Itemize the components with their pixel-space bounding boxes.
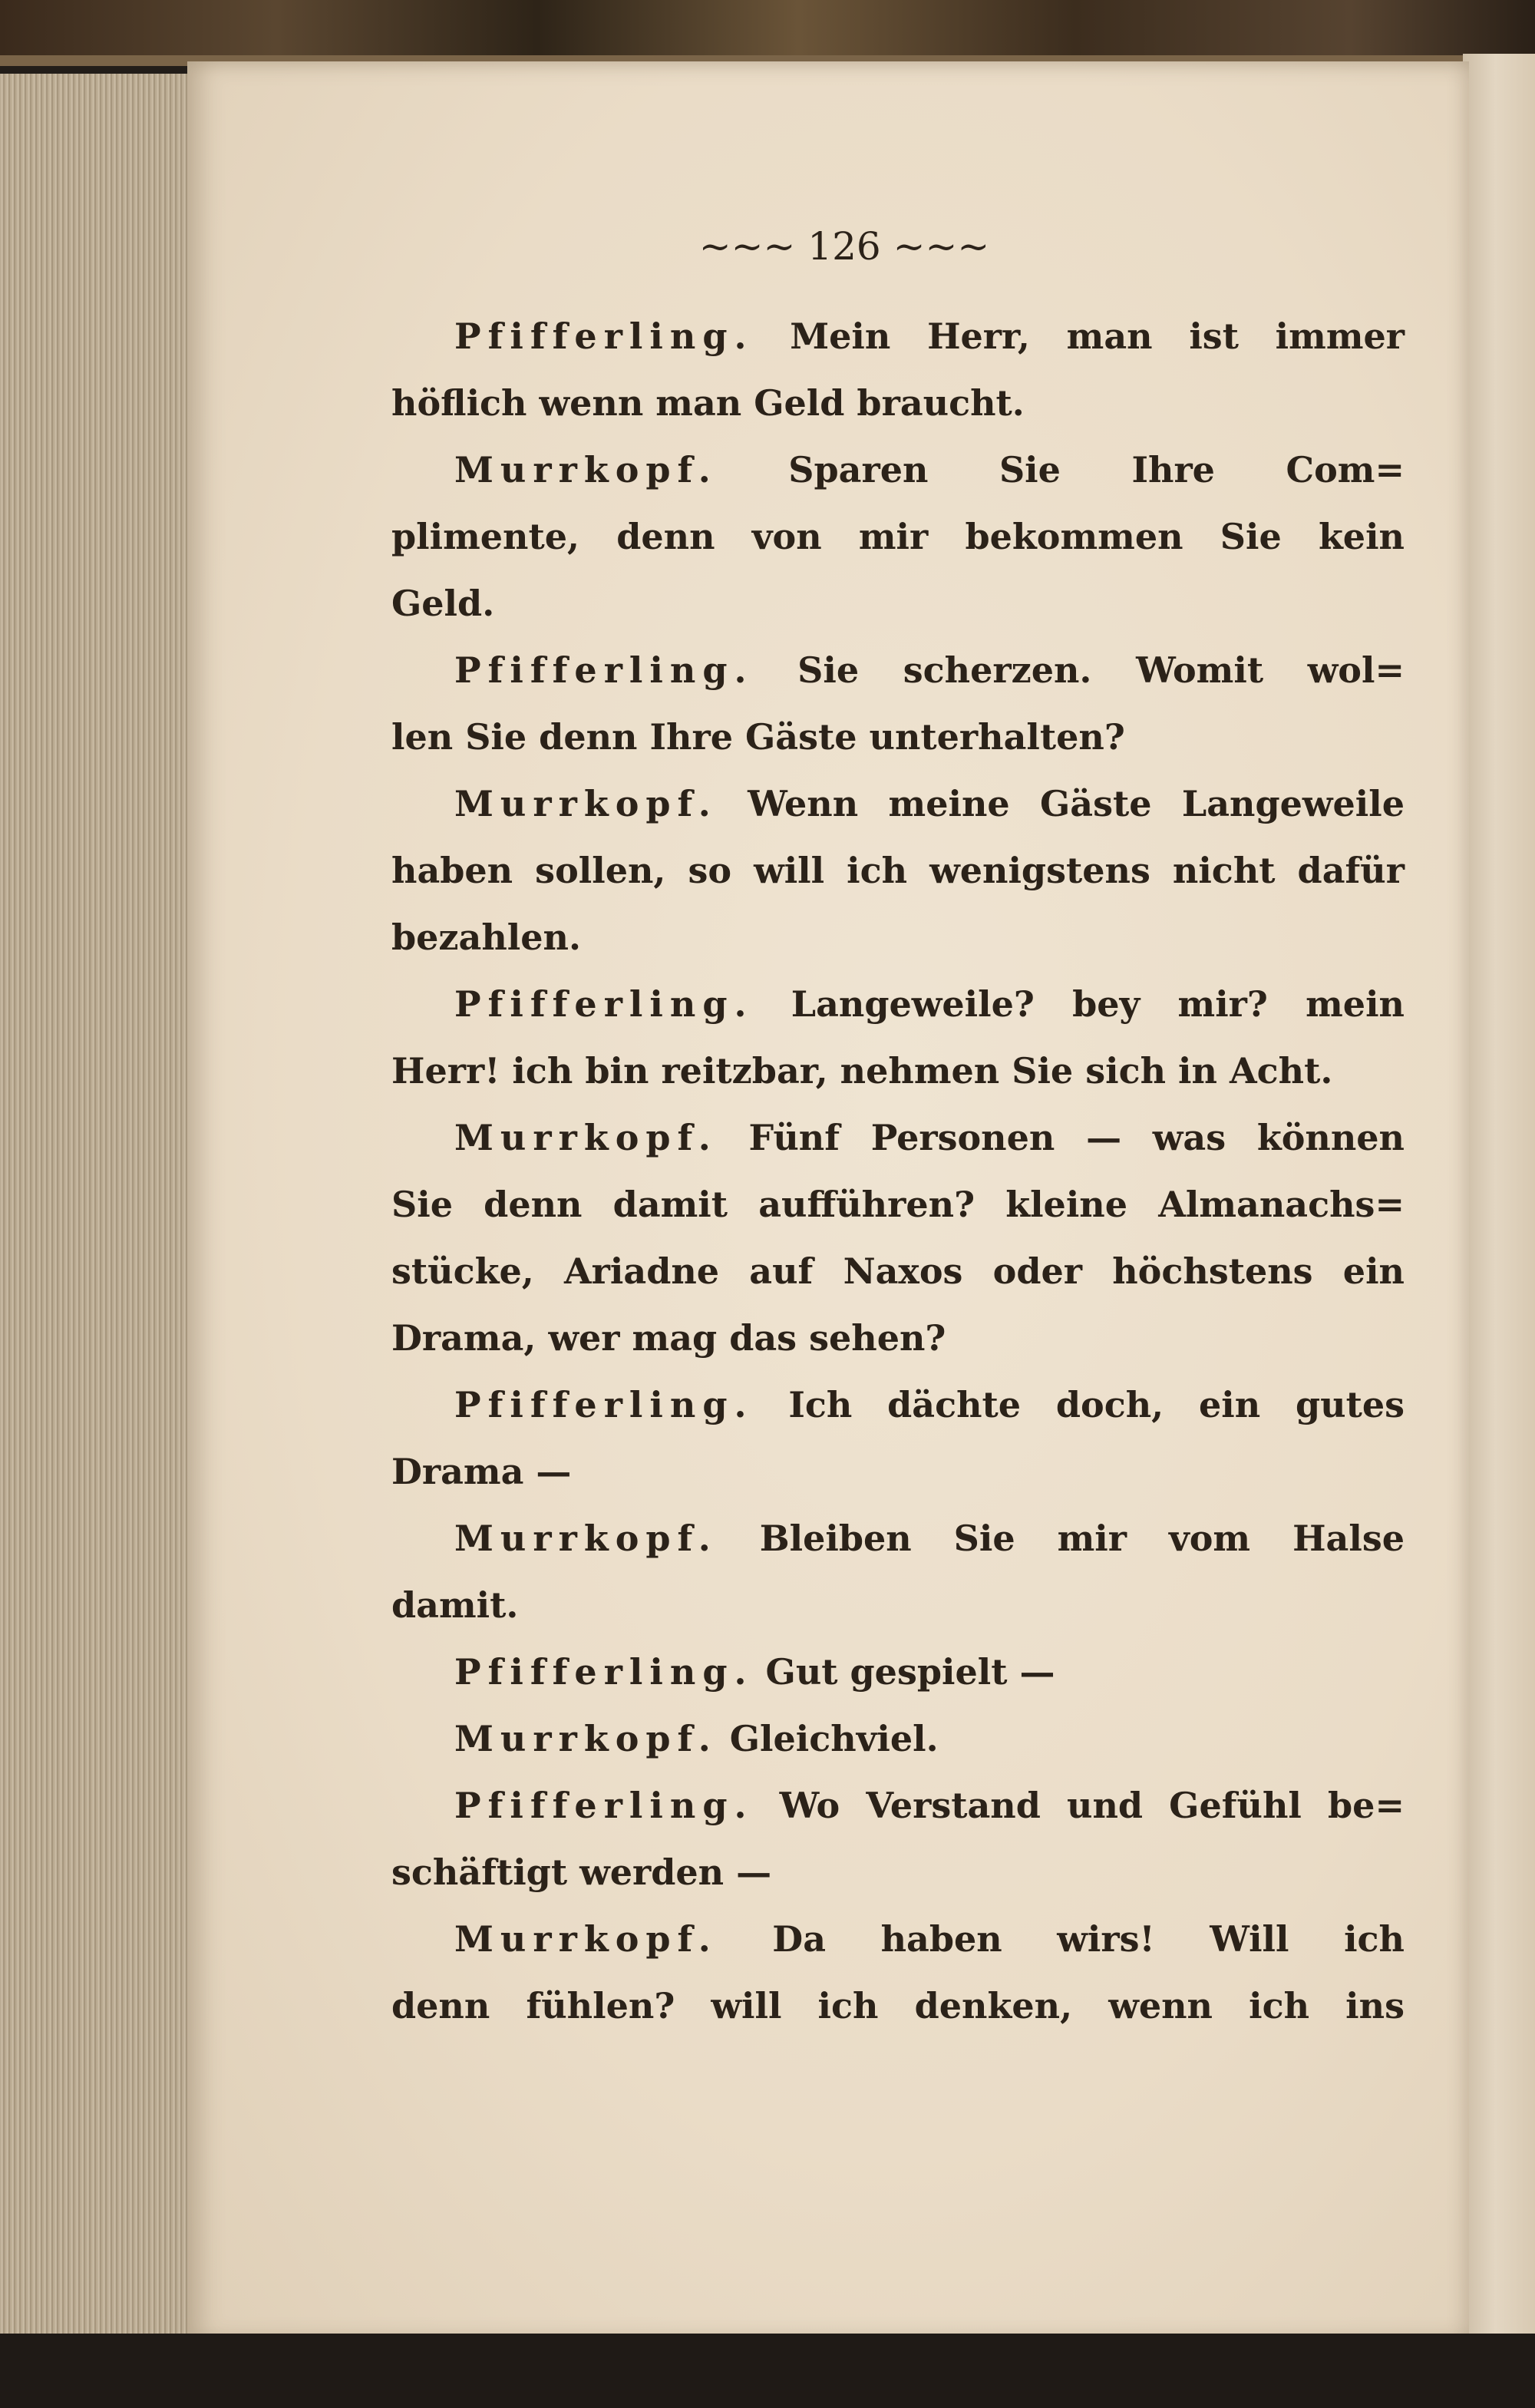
text-line xyxy=(391,1439,1405,1505)
line-text: Mein Herr, man ist immer xyxy=(790,315,1405,357)
text-line xyxy=(391,704,1405,771)
text-line xyxy=(391,1639,1405,1706)
line-text: Bleiben Sie mir vom Halse xyxy=(759,1518,1405,1559)
page-edges xyxy=(0,74,192,2338)
line-text: Wo Verstand und Gefühl be= xyxy=(779,1785,1405,1826)
book-cover-edge xyxy=(0,0,1535,66)
speaker-name: Pfifferling. xyxy=(454,1785,754,1826)
line-text: Wenn meine Gäste Langeweile xyxy=(748,783,1405,824)
line-text: Gleichviel. xyxy=(729,1718,939,1759)
text-line xyxy=(391,1906,1405,1973)
text-line xyxy=(391,1038,1405,1105)
line-text: Da haben wirs! Will ich xyxy=(772,1918,1405,1960)
text-line xyxy=(391,1171,1405,1238)
line-text: len Sie denn Ihre Gäste unterhalten? xyxy=(391,716,1125,758)
text-line xyxy=(391,971,1405,1038)
text-line xyxy=(391,837,1405,904)
line-text: Langeweile? bey mir? mein xyxy=(791,983,1405,1025)
line-text: Gut gespielt — xyxy=(765,1651,1055,1693)
line-text: haben sollen, so will ich wenigstens nicht dafür xyxy=(391,850,1405,891)
text-line xyxy=(391,1238,1405,1305)
text-line xyxy=(391,771,1405,837)
scan-background xyxy=(0,2334,1535,2408)
line-text: Ich dächte doch, ein gutes xyxy=(788,1384,1405,1425)
text-line xyxy=(391,370,1405,437)
page-number: ~~~ 126 ~~~ xyxy=(698,224,990,269)
text-line xyxy=(391,504,1405,570)
text-line xyxy=(391,570,1405,637)
line-text: stücke, Ariadne auf Naxos oder höchstens ein xyxy=(391,1250,1405,1292)
speaker-name: Murrkopf. xyxy=(454,1518,718,1559)
text-line xyxy=(391,1305,1405,1372)
line-text: Drama — xyxy=(391,1451,572,1492)
text-line xyxy=(391,1973,1405,2040)
text-line xyxy=(391,1572,1405,1639)
line-text: denn fühlen? will ich denken, wenn ich ins xyxy=(391,1985,1405,2026)
line-text: schäftigt werden — xyxy=(391,1851,772,1893)
speaker-name: Pfifferling. xyxy=(454,315,754,357)
line-text: plimente, denn von mir bekommen Sie kein xyxy=(391,516,1405,557)
text-line xyxy=(391,1105,1405,1171)
speaker-name: Murrkopf. xyxy=(454,1718,718,1759)
text-line xyxy=(391,437,1405,504)
line-text: höflich wenn man Geld braucht. xyxy=(391,382,1025,424)
text-line xyxy=(391,1706,1405,1772)
text-line xyxy=(391,303,1405,370)
speaker-name: Murrkopf. xyxy=(454,1918,718,1960)
text-line xyxy=(391,637,1405,704)
line-text: Sparen Sie Ihre Com= xyxy=(788,449,1405,491)
text-line xyxy=(391,1839,1405,1906)
line-text: Drama, wer mag das sehen? xyxy=(391,1317,946,1359)
speaker-name: Pfifferling. xyxy=(454,1651,754,1693)
speaker-name: Pfifferling. xyxy=(454,983,754,1025)
text-line xyxy=(391,1772,1405,1839)
speaker-name: Murrkopf. xyxy=(454,449,718,491)
line-text: Fünf Personen — was können xyxy=(748,1117,1405,1158)
facing-page-edge xyxy=(1463,54,1535,2341)
text-line xyxy=(391,904,1405,971)
line-text: damit. xyxy=(391,1584,519,1626)
line-text: Sie denn damit aufführen? kleine Almanachs= xyxy=(391,1184,1405,1225)
speaker-name: Pfifferling. xyxy=(454,1384,754,1425)
line-text: Sie scherzen. Womit wol= xyxy=(797,649,1405,691)
speaker-name: Murrkopf. xyxy=(454,1117,718,1158)
line-text: Geld. xyxy=(391,583,495,624)
text-line xyxy=(391,1505,1405,1572)
speaker-name: Murrkopf. xyxy=(454,783,718,824)
line-text: Herr! ich bin reitzbar, nehmen Sie sich in Acht. xyxy=(391,1050,1333,1092)
line-text: bezahlen. xyxy=(391,917,582,958)
speaker-name: Pfifferling. xyxy=(454,649,754,691)
text-line xyxy=(391,1372,1405,1439)
